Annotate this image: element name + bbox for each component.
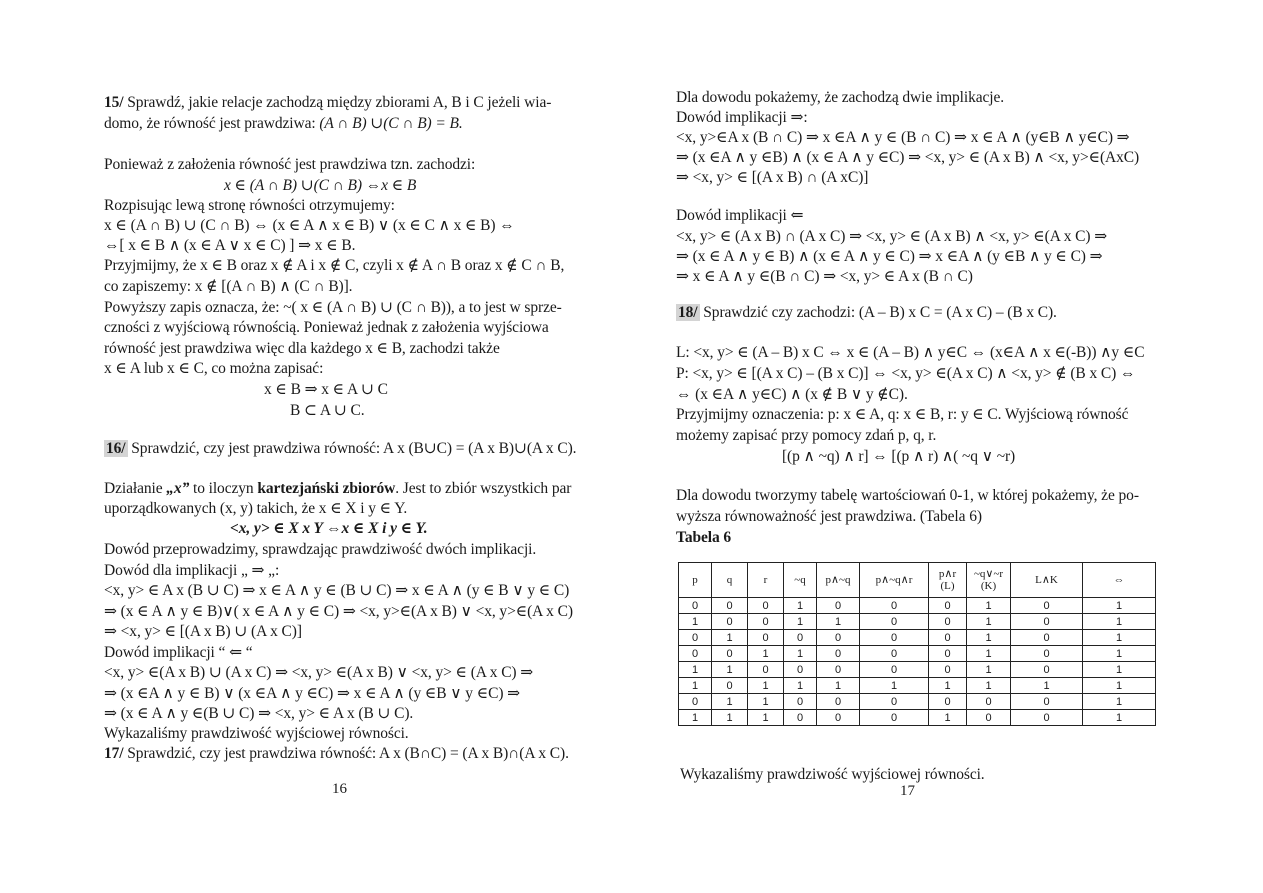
table-row [679, 598, 1156, 614]
formula-line: ⇒ (x ∈A ∧ y ∈B) ∧ (x ∈ A ∧ y ∈C) ⇒ <x, y> ∈ (A x B) ∧ <x, y>∈(AxC) [676, 149, 1140, 166]
table-cell: 0 [1011, 614, 1083, 630]
text-line: Ponieważ z założenia równość jest prawdziwa tzn. zachodzi: [104, 156, 476, 173]
table-row [679, 678, 1156, 694]
table-cell: 0 [748, 662, 784, 678]
table-cell: 1 [784, 614, 817, 630]
problem-15-line-2: domo, że równość jest prawdziwa: (A ∩ B) ∪(C ∩ B) = B. [104, 115, 463, 132]
formula-line: <x, y> ∈ (A x B) ∩ (A x C) ⇒ <x, y> ∈ (A x B) ∧ <x, y> ∈(A x C) ⇒ [676, 228, 1108, 245]
formula-line: x ∈ (A ∩ B) ∪ (C ∩ B) ⇔ (x ∈ A ∧ x ∈ B) ∨ (x ∈ C ∧ x ∈ B) ⇔ [104, 217, 515, 234]
text-line: Przyjmijmy oznaczenia: p: x ∈ A, q: x ∈ B, r: y ∈ C. Wyjściową równość [676, 406, 1129, 423]
table-header-cell: p∧~q [817, 563, 860, 598]
formula-line: B ⊂ A ∪ C. [290, 402, 365, 419]
formula-line: ⇒ (x ∈ A ∧ y ∈ B)∨( x ∈ A ∧ y ∈ C) ⇒ <x, y>∈(A x B) ∨ <x, y>∈(A x C) [104, 603, 573, 620]
table-cell: 0 [712, 646, 748, 662]
formula-line: ⇔ (x ∈A ∧ y∈C) ∧ (x ∉ B ∨ y ∉C). [676, 386, 908, 403]
table-row [679, 630, 1156, 646]
table-cell: 1 [967, 598, 1011, 614]
table-header-cell: p∧r (L) [929, 563, 967, 598]
problem-18-number: 18/ [678, 304, 698, 321]
formula-line: ⇔[ x ∈ B ∧ (x ∈ A ∨ x ∈ C) ] ⇒ x ∈ B. [104, 237, 356, 254]
table-header-cell: r [748, 563, 784, 598]
problem-18-heading: 18/ Sprawdzić czy zachodzi: (A – B) x C = (A x C) – (B x C). [678, 304, 1057, 321]
table-cell: 1 [748, 710, 784, 726]
formula-line: x ∈ B ⇒ x ∈ A ∪ C [264, 381, 388, 398]
table-cell: 1 [967, 630, 1011, 646]
formula-line: P: <x, y> ∈ [(A x C) – (B x C)] ⇔ <x, y> ∈(A x C) ∧ <x, y> ∉ (B x C) ⇔ [676, 365, 1136, 382]
truth-table [678, 562, 1156, 726]
text-line: Dowód przeprowadzimy, sprawdzając prawdziwość dwóch implikacji. [104, 541, 537, 558]
formula-line: <x, y>∈A x (B ∩ C) ⇒ x ∈A ∧ y ∈ (B ∩ C) ⇒ x ∈ A ∧ (y∈B ∧ y∈C) ⇒ [676, 129, 1130, 146]
problem-16-number: 16/ [106, 440, 126, 457]
table-cell: 1 [784, 646, 817, 662]
table-cell: 1 [1083, 694, 1156, 710]
text-line: Przyjmijmy, że x ∈ B oraz x ∉ A i x ∉ C, czyli x ∉ A ∩ B oraz x ∉ C ∩ B, [104, 257, 565, 274]
page-number: 17 [900, 783, 915, 799]
table-cell: 0 [860, 646, 929, 662]
table-cell: 0 [817, 662, 860, 678]
text-line: uporządkowanych (x, y) takich, że x ∈ X i y ∈ Y. [104, 500, 408, 517]
table-cell: 0 [860, 710, 929, 726]
table-header-cell: L∧K [1011, 563, 1083, 598]
table-cell: 0 [679, 598, 712, 614]
table-cell: 1 [679, 678, 712, 694]
problem-15-line-1: 15/ Sprawdź, jakie relacje zachodzą między zbiorami A, B i C jeżeli wia- [104, 94, 552, 111]
formula-line: [(p ∧ ~q) ∧ r] ⇔ [(p ∧ r) ∧( ~q ∨ ~r) [782, 448, 1016, 465]
text-line: Dowód implikacji “ ⇐ “ [104, 644, 253, 661]
table-cell: 0 [929, 630, 967, 646]
table-cell: 1 [929, 678, 967, 694]
formula-line: <x, y> ∈ X x Y ⇔x ∈ X i y ∈ Y. [230, 520, 428, 537]
table-cell: 1 [817, 678, 860, 694]
table-cell: 1 [1011, 678, 1083, 694]
text-line: czności z wyjściową równością. Ponieważ jednak z założenia wyjściowa [104, 319, 549, 336]
table-cell: 1 [1083, 678, 1156, 694]
text-line: x ∈ A lub x ∈ C, co można zapisać: [104, 360, 324, 377]
text-line: Powyższy zapis oznacza, że: ~( x ∈ (A ∩ B) ∪ (C ∩ B)), a to jest w sprze- [104, 299, 562, 316]
table-cell: 1 [1083, 630, 1156, 646]
text-line: Dowód implikacji ⇒: [676, 109, 808, 126]
problem-15-number: 15/ [104, 94, 124, 111]
table-cell: 0 [817, 710, 860, 726]
table-row [679, 662, 1156, 678]
table-cell: 0 [860, 694, 929, 710]
table-cell: 0 [679, 694, 712, 710]
table-cell: 1 [967, 614, 1011, 630]
table-header-cell: ⇔ [1083, 563, 1156, 598]
table-cell: 0 [679, 646, 712, 662]
table-cell: 0 [929, 646, 967, 662]
table-cell: 0 [1011, 598, 1083, 614]
problem-17-number: 17/ [104, 745, 124, 762]
table-cell: 0 [817, 598, 860, 614]
table-row [679, 646, 1156, 662]
table-cell: 1 [1083, 598, 1156, 614]
table-cell: 0 [929, 694, 967, 710]
table-cell: 0 [784, 630, 817, 646]
table-cell: 1 [967, 646, 1011, 662]
table-cell: 0 [1011, 662, 1083, 678]
table-cell: 1 [817, 614, 860, 630]
table-cell: 1 [1083, 710, 1156, 726]
table-cell: 1 [748, 678, 784, 694]
table-cell: 0 [1011, 710, 1083, 726]
table-header-cell: ~q∨~r (K) [967, 563, 1011, 598]
text-line: Dla dowodu pokażemy, że zachodzą dwie implikacje. [676, 89, 1005, 106]
table-cell: 1 [860, 678, 929, 694]
table-cell: 0 [748, 598, 784, 614]
table-cell: 0 [1011, 646, 1083, 662]
table-cell: 0 [860, 630, 929, 646]
table-cell: 1 [679, 662, 712, 678]
table-cell: 1 [712, 710, 748, 726]
table-header-row [679, 563, 1156, 598]
table-cell: 0 [748, 614, 784, 630]
table-cell: 0 [784, 710, 817, 726]
formula-line: <x, y> ∈ A x (B ∪ C) ⇒ x ∈ A ∧ y ∈ (B ∪ C) ⇒ x ∈ A ∧ (y ∈ B ∨ y ∈ C) [104, 582, 570, 599]
table-cell: 0 [929, 614, 967, 630]
formula-line: ⇒ x ∈ A ∧ y ∈(B ∩ C) ⇒ <x, y> ∈ A x (B ∩ C) [676, 268, 973, 285]
table-cell: 0 [712, 678, 748, 694]
problem-16-heading: 16/ Sprawdzić, czy jest prawdziwa równość: A x (B∪C) = (A x B)∪(A x C). [106, 440, 577, 457]
formula-line: ⇒ (x ∈ A ∧ y ∈(B ∪ C) ⇒ <x, y> ∈ A x (B ∪ C). [104, 705, 414, 722]
table-cell: 0 [929, 598, 967, 614]
table-cell: 0 [712, 614, 748, 630]
table-cell: 1 [784, 598, 817, 614]
closing-line: Wykazaliśmy prawdziwość wyjściowej równości. [680, 766, 985, 783]
table-cell: 0 [1011, 694, 1083, 710]
table-header-cell: q [712, 563, 748, 598]
table-cell: 0 [784, 662, 817, 678]
text-line: co zapiszemy: x ∉ [(A ∩ B) ∧ (C ∩ B)]. [104, 278, 353, 295]
table-cell: 1 [1083, 662, 1156, 678]
table-cell: 0 [860, 614, 929, 630]
table-cell: 0 [929, 662, 967, 678]
table-cell: 1 [679, 614, 712, 630]
table-title: Tabela 6 [676, 529, 732, 546]
table-cell: 1 [929, 710, 967, 726]
table-row [679, 710, 1156, 726]
table-cell: 1 [967, 678, 1011, 694]
text-line: Działanie „x” to iloczyn kartezjański zbiorów. Jest to zbiór wszystkich par [104, 480, 572, 497]
table-cell: 0 [817, 694, 860, 710]
table-cell: 1 [748, 646, 784, 662]
table-cell: 1 [1083, 614, 1156, 630]
formula-line: ⇒ (x ∈A ∧ y ∈ B) ∨ (x ∈A ∧ y ∈C) ⇒ x ∈ A ∧ (y ∈B ∨ y ∈C) ⇒ [104, 685, 521, 702]
table-cell: 1 [748, 694, 784, 710]
table-cell: 1 [1083, 646, 1156, 662]
formula-line: x ∈ (A ∩ B) ∪(C ∩ B) ⇔x ∈ B [224, 177, 417, 194]
table-cell: 0 [967, 694, 1011, 710]
table-cell: 0 [712, 598, 748, 614]
table-cell: 0 [784, 694, 817, 710]
text-line: Rozpisując lewą stronę równości otrzymujemy: [104, 197, 395, 214]
table-row [679, 694, 1156, 710]
text-line: Dowód implikacji ⇐ [676, 207, 804, 224]
table-header-cell: p [679, 563, 712, 598]
table-cell: 0 [817, 630, 860, 646]
problem-17-heading: 17/ Sprawdzić, czy jest prawdziwa równość: A x (B∩C) = (A x B)∩(A x C). [104, 745, 569, 762]
text-line: Dla dowodu tworzymy tabelę wartościowań 0-1, w której pokażemy, że po- [676, 487, 1139, 504]
table-cell: 1 [679, 710, 712, 726]
table-cell: 1 [712, 630, 748, 646]
table-cell: 1 [712, 694, 748, 710]
formula-line: ⇒ <x, y> ∈ [(A x B) ∪ (A x C)] [104, 623, 302, 640]
table-cell: 1 [784, 678, 817, 694]
formula-line: <x, y> ∈(A x B) ∪ (A x C) ⇒ <x, y> ∈(A x B) ∨ <x, y> ∈ (A x C) ⇒ [104, 664, 534, 681]
text-line: wyższa równoważność jest prawdziwa. (Tabela 6) [676, 508, 982, 525]
formula-line: ⇒ (x ∈ A ∧ y ∈ B) ∧ (x ∈ A ∧ y ∈ C) ⇒ x ∈A ∧ (y ∈B ∧ y ∈ C) ⇒ [676, 248, 1103, 265]
formula-line: L: <x, y> ∈ (A – B) x C ⇔ x ∈ (A – B) ∧ y∈C ⇔ (x∈A ∧ x ∈(-B)) ∧y ∈C [676, 344, 1145, 361]
text-line: Wykazaliśmy prawdziwość wyjściowej równości. [104, 725, 409, 742]
text-line: Dowód dla implikacji „ ⇒ „: [104, 562, 280, 579]
table-cell: 0 [817, 646, 860, 662]
table-header-cell: p∧~q∧r [860, 563, 929, 598]
table-cell: 0 [679, 630, 712, 646]
table-header-cell: ~q [784, 563, 817, 598]
formula-line: ⇒ <x, y> ∈ [(A x B) ∩ (A xC)] [676, 169, 869, 186]
table-row [679, 614, 1156, 630]
right-page [632, 0, 1263, 893]
table-cell: 0 [748, 630, 784, 646]
page-number: 16 [332, 781, 347, 797]
table-cell: 0 [860, 662, 929, 678]
table-cell: 0 [967, 710, 1011, 726]
table-cell: 1 [712, 662, 748, 678]
text-line: możemy zapisać przy pomocy zdań p, q, r. [676, 427, 937, 444]
text-line: równość jest prawdziwa więc dla każdego x ∈ B, zachodzi także [104, 340, 500, 357]
table-cell: 0 [1011, 630, 1083, 646]
table-cell: 1 [967, 662, 1011, 678]
table-cell: 0 [860, 598, 929, 614]
